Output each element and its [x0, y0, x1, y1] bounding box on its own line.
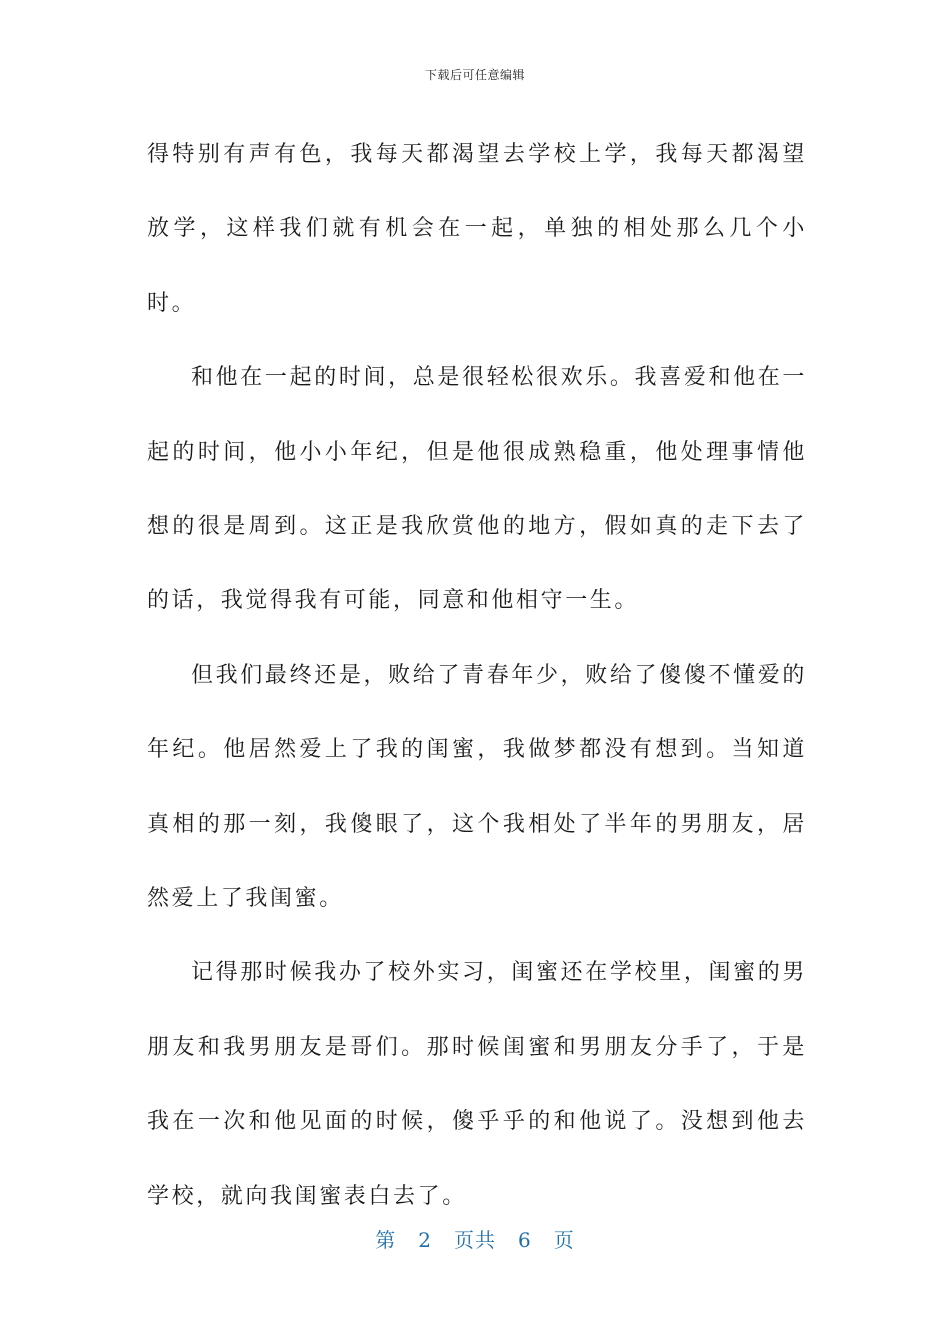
footer-page-suffix: 页	[553, 1228, 575, 1252]
paragraph: 记得那时候我办了校外实习，闺蜜还在学校里，闺蜜的男朋友和我男朋友是哥们。那时候闺蜜和男朋友分手了，于是我在一次和他见面的时候，傻乎乎的和他说了。没想到他去学校，就向我闺蜜表白去了。	[147, 960, 807, 1209]
page-footer	[0, 1224, 950, 1253]
paragraph: 但我们最终还是，败给了青春年少，败给了傻傻不懂爱的年纪。他居然爱上了我的闺蜜，我做梦都没有想到。当知道真相的那一刻，我傻眼了，这个我相处了半年的男朋友，居然爱上了我闺蜜。	[147, 662, 807, 912]
header-note: 下载后可任意编辑	[424, 68, 525, 82]
footer-page-number: 2	[418, 1228, 432, 1252]
body-text	[147, 118, 807, 1234]
paragraph-continuation: 得特别有声有色，我每天都渴望去学校上学，我每天都渴望放学，这样我们就有机会在一起，单独的相处那么几个小时。	[147, 142, 807, 316]
footer-page-total: 6	[518, 1228, 532, 1252]
footer-page-mid: 页共	[454, 1228, 496, 1252]
footer-page-prefix: 第	[375, 1228, 397, 1252]
paragraph: 和他在一起的时间，总是很轻松很欢乐。我喜爱和他在一起的时间，他小小年纪，但是他很成熟稳重，他处理事情他想的很是周到。这正是我欣赏他的地方，假如真的走下去了的话，我觉得我有可能，同意和他相守一生。	[147, 365, 807, 614]
